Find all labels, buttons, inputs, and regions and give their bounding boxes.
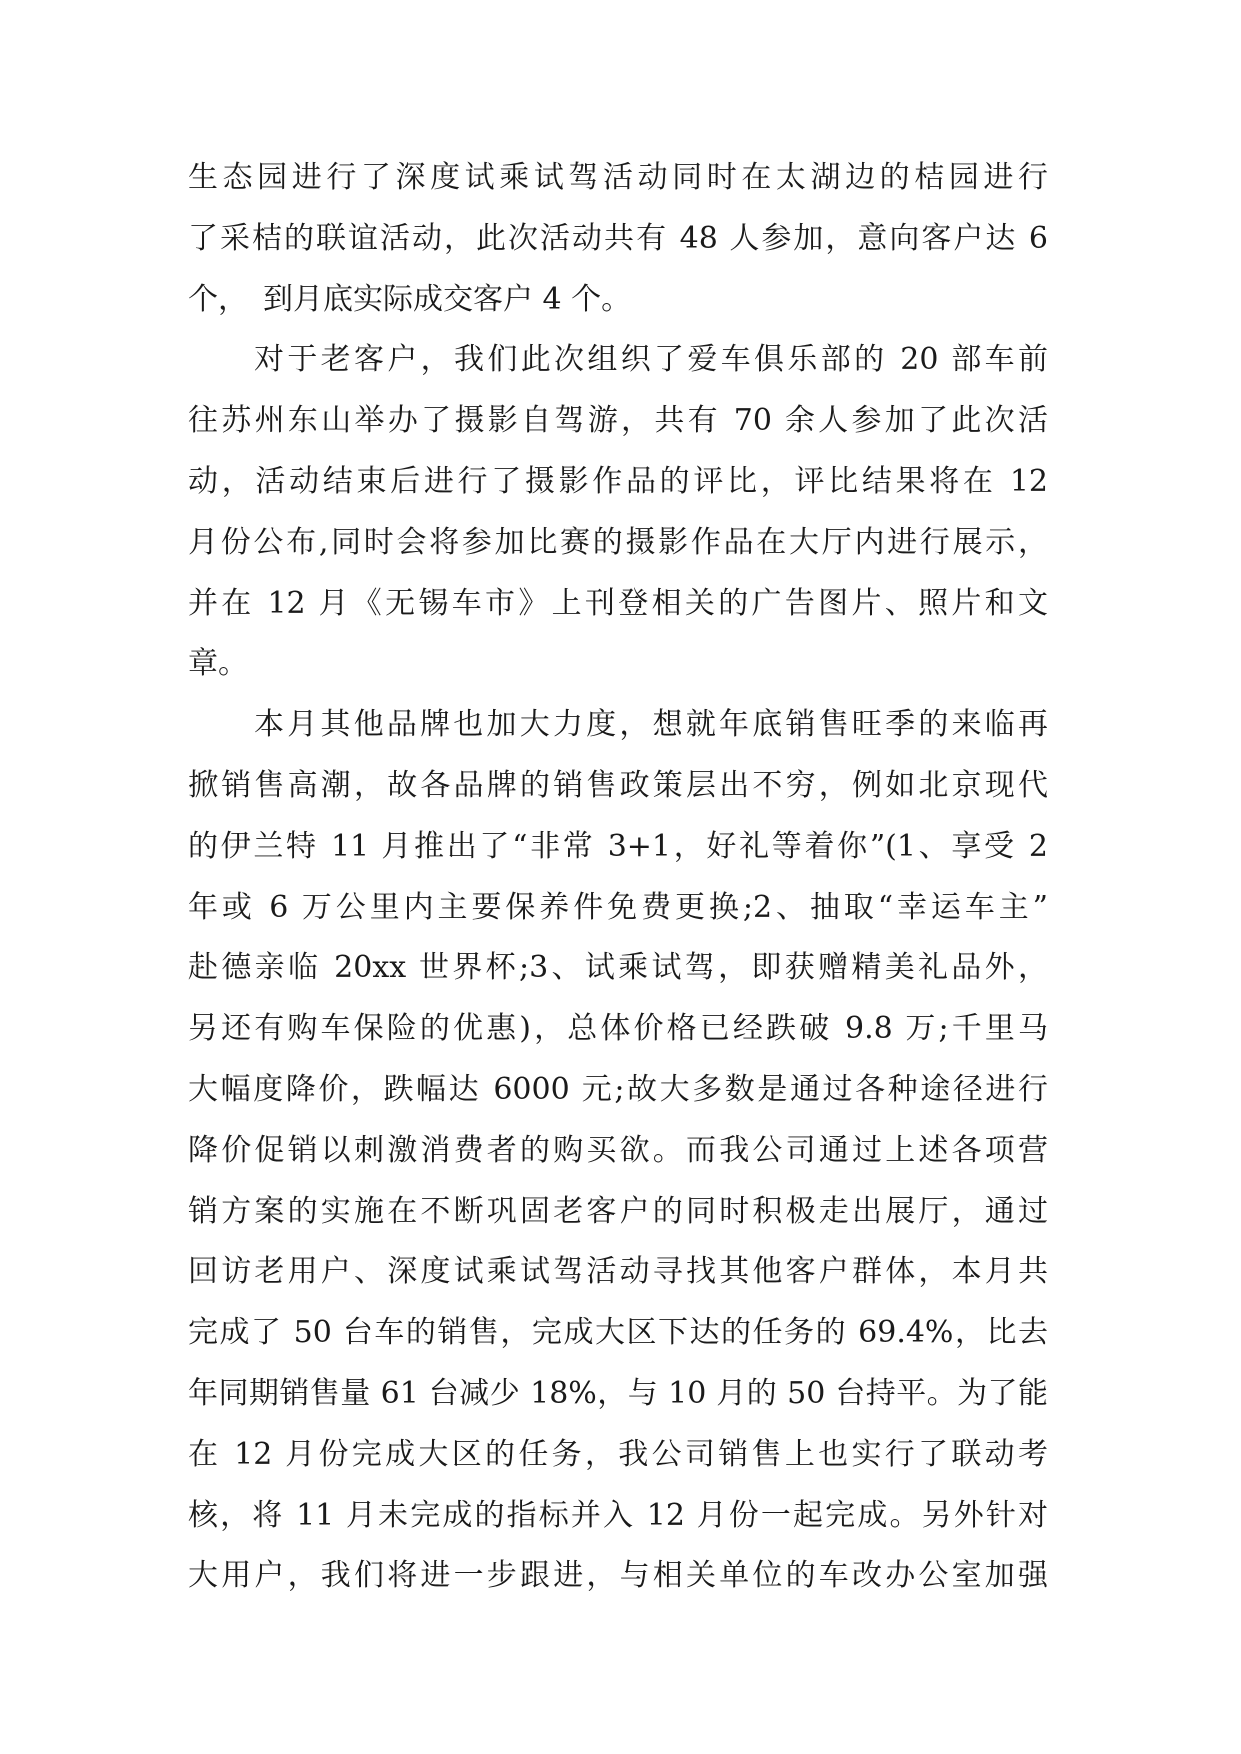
text-line: 销方案的实施在不断巩固老客户的同时积极走出展厅，通过 bbox=[188, 1193, 1048, 1229]
text-line: 本月其他品牌也加大力度，想就年底销售旺季的来临再 bbox=[254, 707, 1048, 743]
body-text bbox=[188, 148, 1048, 1607]
text-line: 赴德亲临 20xx 世界杯;3、试乘试驾，即获赠精美礼品外， bbox=[188, 950, 1048, 986]
text-line: 完成了 50 台车的销售，完成大区下达的任务的 69.4%，比去 bbox=[188, 1315, 1048, 1351]
text-line: 的伊兰特 11 月推出了“非常 3+1，好礼等着你”(1、享受 2 bbox=[188, 828, 1048, 864]
text-line: 往苏州东山举办了摄影自驾游，共有 70 余人参加了此次活 bbox=[188, 403, 1048, 439]
text-line: 另还有购车保险的优惠)，总体价格已经跌破 9.8 万;千里马 bbox=[188, 1011, 1048, 1047]
text-line: 并在 12 月《无锡车市》上刊登相关的广告图片、照片和文 bbox=[188, 585, 1048, 621]
text-line: 年或 6 万公里内主要保养件免费更换;2、抽取“幸运车主” bbox=[188, 889, 1048, 925]
text-line: 大幅度降价，跌幅达 6000 元;故大多数是通过各种途径进行 bbox=[188, 1071, 1048, 1107]
text-line: 大用户，我们将进一步跟进，与相关单位的车改办公室加强 bbox=[188, 1558, 1048, 1594]
text-line: 章。 bbox=[188, 646, 248, 682]
text-line: 在 12 月份完成大区的任务，我公司销售上也实行了联动考 bbox=[188, 1436, 1048, 1472]
text-line: 月份公布,同时会将参加比赛的摄影作品在大厅内进行展示， bbox=[188, 524, 1048, 560]
text-line: 了采桔的联谊活动，此次活动共有 48 人参加，意向客户达 6 bbox=[188, 220, 1048, 256]
text-line: 对于老客户，我们此次组织了爱车俱乐部的 20 部车前 bbox=[254, 342, 1048, 378]
text-line: 回访老用户、深度试乘试驾活动寻找其他客户群体，本月共 bbox=[188, 1254, 1048, 1290]
text-line: 掀销售高潮，故各品牌的销售政策层出不穷，例如北京现代 bbox=[188, 767, 1048, 803]
text-line: 个， 到月底实际成交客户 4 个。 bbox=[188, 281, 632, 317]
text-line: 年同期销售量 61 台减少 18%，与 10 月的 50 台持平。为了能 bbox=[188, 1375, 1048, 1411]
text-line: 降价促销以刺激消费者的购买欲。而我公司通过上述各项营 bbox=[188, 1132, 1048, 1168]
text-line: 动，活动结束后进行了摄影作品的评比，评比结果将在 12 bbox=[188, 463, 1048, 499]
text-line: 生态园进行了深度试乘试驾活动同时在太湖边的桔园进行 bbox=[188, 160, 1048, 195]
text-line: 核，将 11 月未完成的指标并入 12 月份一起完成。另外针对 bbox=[188, 1497, 1048, 1533]
